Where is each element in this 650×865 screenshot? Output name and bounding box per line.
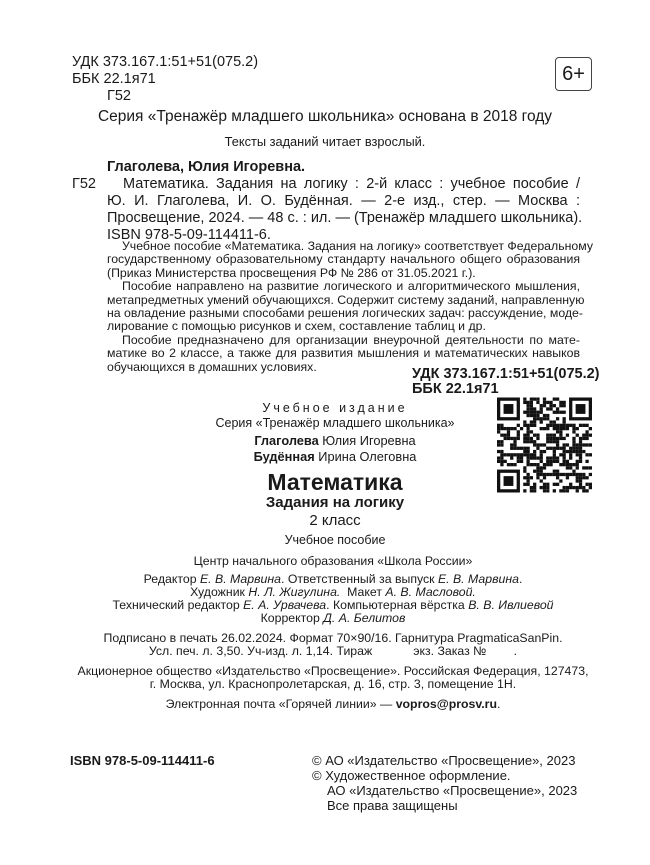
bib-code: Г52 [72, 176, 96, 192]
bib-bbk: ББК 22.1я71 [412, 381, 499, 397]
copyright-line: АО «Издательство «Просвещение», 2023 [327, 783, 578, 798]
book-type: Учебное пособие [284, 533, 386, 547]
credit-part: . Компьютерная вёрстка [326, 598, 469, 612]
series-note: Серия «Тренажёр младшего школьника» основана в 2018 году [97, 108, 553, 125]
book-subtitle: Задания на логику [265, 494, 405, 511]
credit-line [0, 572, 650, 586]
author-2-name: Ирина Олеговна [314, 449, 417, 464]
book-title: Математика [267, 469, 403, 495]
imprint-series: Серия «Тренажёр младшего школьника» [215, 416, 455, 430]
annotation-line: на овладение разными способами решения логических задач: рассуждение, моде- [107, 306, 583, 320]
credit-part: Корректор [260, 611, 324, 625]
annotation-line: Учебное пособие «Математика. Задания на логику» соответствует Федеральному [122, 239, 593, 253]
bib-isbn: ISBN 978-5-09-114411-6. [107, 227, 271, 243]
age-rating-badge: 6+ [555, 57, 592, 91]
credit-part: В. В. Ивлиевой [468, 598, 554, 612]
book-grade: 2 класс [309, 512, 361, 529]
copyright-line: © Художественное оформление. [312, 768, 511, 783]
reader-note: Тексты заданий читает взрослый. [224, 134, 426, 149]
credit-line [0, 598, 650, 612]
annotation-line: (Приказ Министерства просвещения РФ № 286 от 31.05.2021 г.). [107, 265, 476, 280]
credit-part: А. В. Масловой. [385, 585, 476, 599]
email-label: Электронная почта «Горячей линии» — [165, 697, 396, 711]
footer-isbn: ISBN 978-5-09-114411-6 [70, 753, 215, 768]
credit-part: . Ответственный за выпуск [280, 572, 438, 586]
bbk-code: ББК 22.1я71 [72, 71, 156, 87]
credit-part: . [518, 572, 523, 586]
imprint-author-2 [170, 449, 500, 464]
bib-line: Просвещение, 2024. — 48 с. : ил. — (Тренажёр младшего школьника). [107, 210, 583, 226]
annotation-line: метапредметных умений обучающихся. Содержит систему заданий, направленную [107, 292, 585, 307]
credit-part: Редактор [143, 572, 200, 586]
annotation-line: Пособие предназначено для организации внеурочной деятельности по мате- [122, 332, 580, 347]
copyright-line: Все права защищены [327, 798, 458, 813]
annotation-line: обучающихся в домашних условиях. [107, 359, 317, 374]
credit-part: Д. А. Белитов [323, 611, 406, 625]
publisher-line: Акционерное общество «Издательство «Просвещение». Российская Федерация, 127473, [77, 664, 589, 678]
imprint-author-1 [170, 433, 500, 448]
edition-type: Учебное издание [262, 401, 408, 415]
author-1-name: Юлия Игоревна [318, 433, 416, 448]
qr-code [497, 397, 592, 493]
email-end: . [496, 697, 501, 711]
annotation-line: Пособие направлено на развитие логического и алгоритмического мышления, [122, 279, 580, 294]
publisher-line: г. Москва, ул. Краснопролетарская, д. 16, стр. 3, помещение 1Н. [149, 677, 517, 691]
credit-part: Е. В. Марвина [437, 572, 519, 586]
bib-author: Глаголева, Юлия Игоревна. [107, 159, 306, 175]
bib-udk: УДК 373.167.1:51+51(075.2) [412, 366, 600, 382]
credit-part: Художник [190, 585, 249, 599]
bib-line: Математика. Задания на логику : 2-й класс : учебное пособие / [123, 176, 580, 192]
annotation-line: государственному образовательному стандарту начального общего образования [107, 252, 580, 267]
credit-part: Е. В. Марвина [199, 572, 281, 586]
udk-code: УДК 373.167.1:51+51(075.2) [72, 54, 259, 70]
credit-part: Н. Л. Жигулина. [248, 585, 341, 599]
author-code: Г52 [107, 88, 131, 104]
credit-part: Технический редактор [112, 598, 244, 612]
email-link[interactable]: vopros@prosv.ru [395, 697, 497, 711]
copyright-line: © АО «Издательство «Просвещение», 2023 [312, 753, 576, 768]
print-info-line: Усл. печ. л. 3,50. Уч-изд. л. 1,14. Тираж экз. Заказ № . [148, 644, 518, 658]
annotation-line: лирование с помощью рисунков и схем, составление таблиц и др. [107, 319, 486, 334]
bib-line: Ю. И. Глаголева, И. О. Будённая. — 2-е изд., стер. — Москва : [107, 193, 580, 209]
credit-part: Макет [340, 585, 386, 599]
hotline-email [0, 697, 650, 711]
print-info-line: Подписано в печать 26.02.2024. Формат 70×90/16. Гарнитура PragmaticaSanPin. [103, 631, 563, 645]
annotation-line: матике во 2 классе, а также для развития мышления и математических навыков [107, 346, 580, 361]
author-2-lastname: Будённая [253, 449, 315, 464]
credit-line [0, 611, 650, 625]
credit-part: Е. А. Урвачева [243, 598, 327, 612]
credit-line [0, 585, 650, 599]
education-center: Центр начального образования «Школа России» [193, 554, 473, 568]
author-1-lastname: Глаголева [254, 433, 319, 448]
